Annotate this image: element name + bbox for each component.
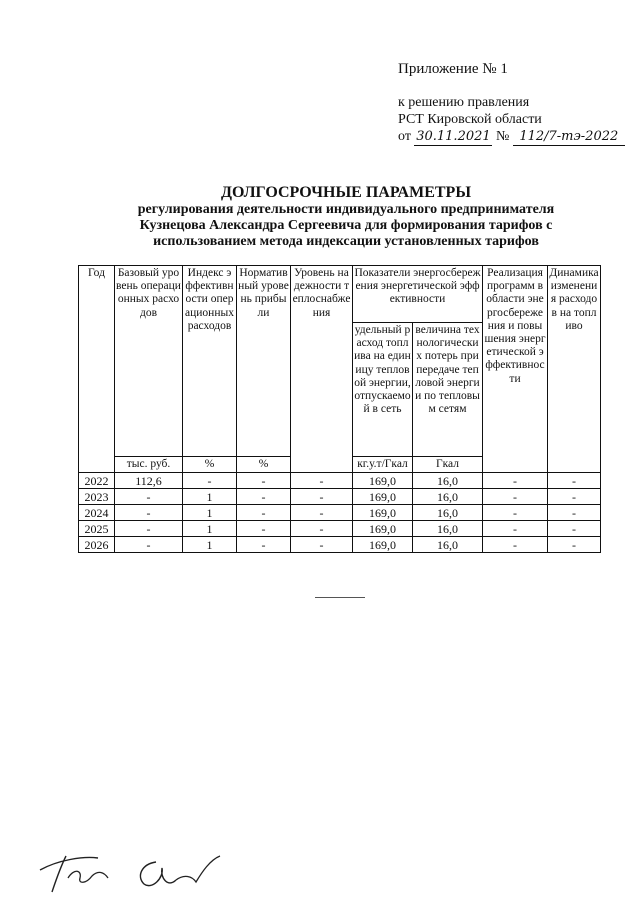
cell-year: 2023 <box>79 489 115 505</box>
decision-number: 112/7-тэ-2022 <box>513 128 625 146</box>
cell-fuel: 169,0 <box>353 505 413 521</box>
parameters-table <box>78 265 601 553</box>
title-line-2: регулирования деятельности индивидуального предпринимателя <box>137 202 555 217</box>
cell-year: 2022 <box>79 473 115 489</box>
cell-base: 112,6 <box>115 473 183 489</box>
cell-norm: - <box>237 521 291 537</box>
cell-base: - <box>115 521 183 537</box>
title-line-4: использованием метода индексации установленных тарифов <box>153 234 539 249</box>
cell-losses: 16,0 <box>413 521 483 537</box>
cell-index: 1 <box>183 505 237 521</box>
cell-losses: 16,0 <box>413 473 483 489</box>
title-line-3: Кузнецова Александра Сергеевича для формирования тарифов с <box>139 218 553 233</box>
signature-image <box>38 848 228 898</box>
cell-dynamics: - <box>548 537 601 553</box>
decision-line-3 <box>398 128 625 146</box>
table-row <box>79 473 601 489</box>
decision-date: 30.11.2021 <box>416 129 491 144</box>
cell-base: - <box>115 505 183 521</box>
cell-programs: - <box>483 505 548 521</box>
header-fuel: удельный расход топлива на единицу тепловой энергии, отпускаемой в сеть <box>353 323 413 457</box>
cell-programs: - <box>483 521 548 537</box>
header-year: Год <box>79 266 115 473</box>
cell-base: - <box>115 537 183 553</box>
cell-reliability: - <box>291 505 353 521</box>
cell-norm: - <box>237 489 291 505</box>
cell-programs: - <box>483 537 548 553</box>
table-row <box>79 537 601 553</box>
header-norm: Нормативный уровень прибыли <box>237 266 291 457</box>
document-title <box>60 184 632 250</box>
cell-fuel: 169,0 <box>353 489 413 505</box>
cell-losses: 16,0 <box>413 537 483 553</box>
cell-base: - <box>115 489 183 505</box>
header-losses: величина технологических потерь при передаче тепловой энергии по тепловым сетям <box>413 323 483 457</box>
cell-norm: - <box>237 505 291 521</box>
table-row <box>79 505 601 521</box>
cell-fuel: 169,0 <box>353 473 413 489</box>
decision-line-1: к решению правления <box>398 95 530 110</box>
cell-reliability: - <box>291 521 353 537</box>
cell-programs: - <box>483 489 548 505</box>
cell-dynamics: - <box>548 489 601 505</box>
header-energy-group: Показатели энергосбережения энергетической эффективности <box>353 266 483 323</box>
cell-programs: - <box>483 473 548 489</box>
decision-reference <box>398 94 625 146</box>
cell-year: 2026 <box>79 537 115 553</box>
decision-line-2: РСТ Кировской области <box>398 112 542 127</box>
title-line-1: ДОЛГОСРОЧНЫЕ ПАРАМЕТРЫ <box>220 184 472 201</box>
cell-reliability: - <box>291 489 353 505</box>
table-row <box>79 489 601 505</box>
cell-index: 1 <box>183 489 237 505</box>
unit-index: % <box>183 457 237 473</box>
header-reliability: Уровень надежности теплоснабжения <box>291 266 353 473</box>
cell-dynamics: - <box>548 521 601 537</box>
cell-fuel: 169,0 <box>353 537 413 553</box>
cell-norm: - <box>237 473 291 489</box>
cell-reliability: - <box>291 473 353 489</box>
number-sign: № <box>495 129 510 144</box>
separator-line <box>315 597 365 598</box>
header-base: Базовый уровень операционных расходов <box>115 266 183 457</box>
unit-base: тыс. руб. <box>115 457 183 473</box>
cell-losses: 16,0 <box>413 489 483 505</box>
unit-losses: Гкал <box>413 457 483 473</box>
cell-reliability: - <box>291 537 353 553</box>
cell-index: 1 <box>183 521 237 537</box>
cell-norm: - <box>237 537 291 553</box>
unit-norm: % <box>237 457 291 473</box>
header-dynamics: Динамика изменения расходов на топливо <box>548 266 601 473</box>
cell-dynamics: - <box>548 473 601 489</box>
cell-index: 1 <box>183 537 237 553</box>
cell-fuel: 169,0 <box>353 521 413 537</box>
header-row-1 <box>79 266 601 323</box>
cell-dynamics: - <box>548 505 601 521</box>
unit-fuel: кг.у.т/Гкал <box>353 457 413 473</box>
ot-label: от <box>398 129 411 144</box>
appendix-label: Приложение № 1 <box>398 61 508 77</box>
cell-year: 2024 <box>79 505 115 521</box>
header-index: Индекс эффективности операционных расходов <box>183 266 237 457</box>
cell-losses: 16,0 <box>413 505 483 521</box>
header-programs: Реализация программ в области энергосбережения и повышения энергетической эффективности <box>483 266 548 473</box>
cell-index: - <box>183 473 237 489</box>
cell-year: 2025 <box>79 521 115 537</box>
table-row <box>79 521 601 537</box>
